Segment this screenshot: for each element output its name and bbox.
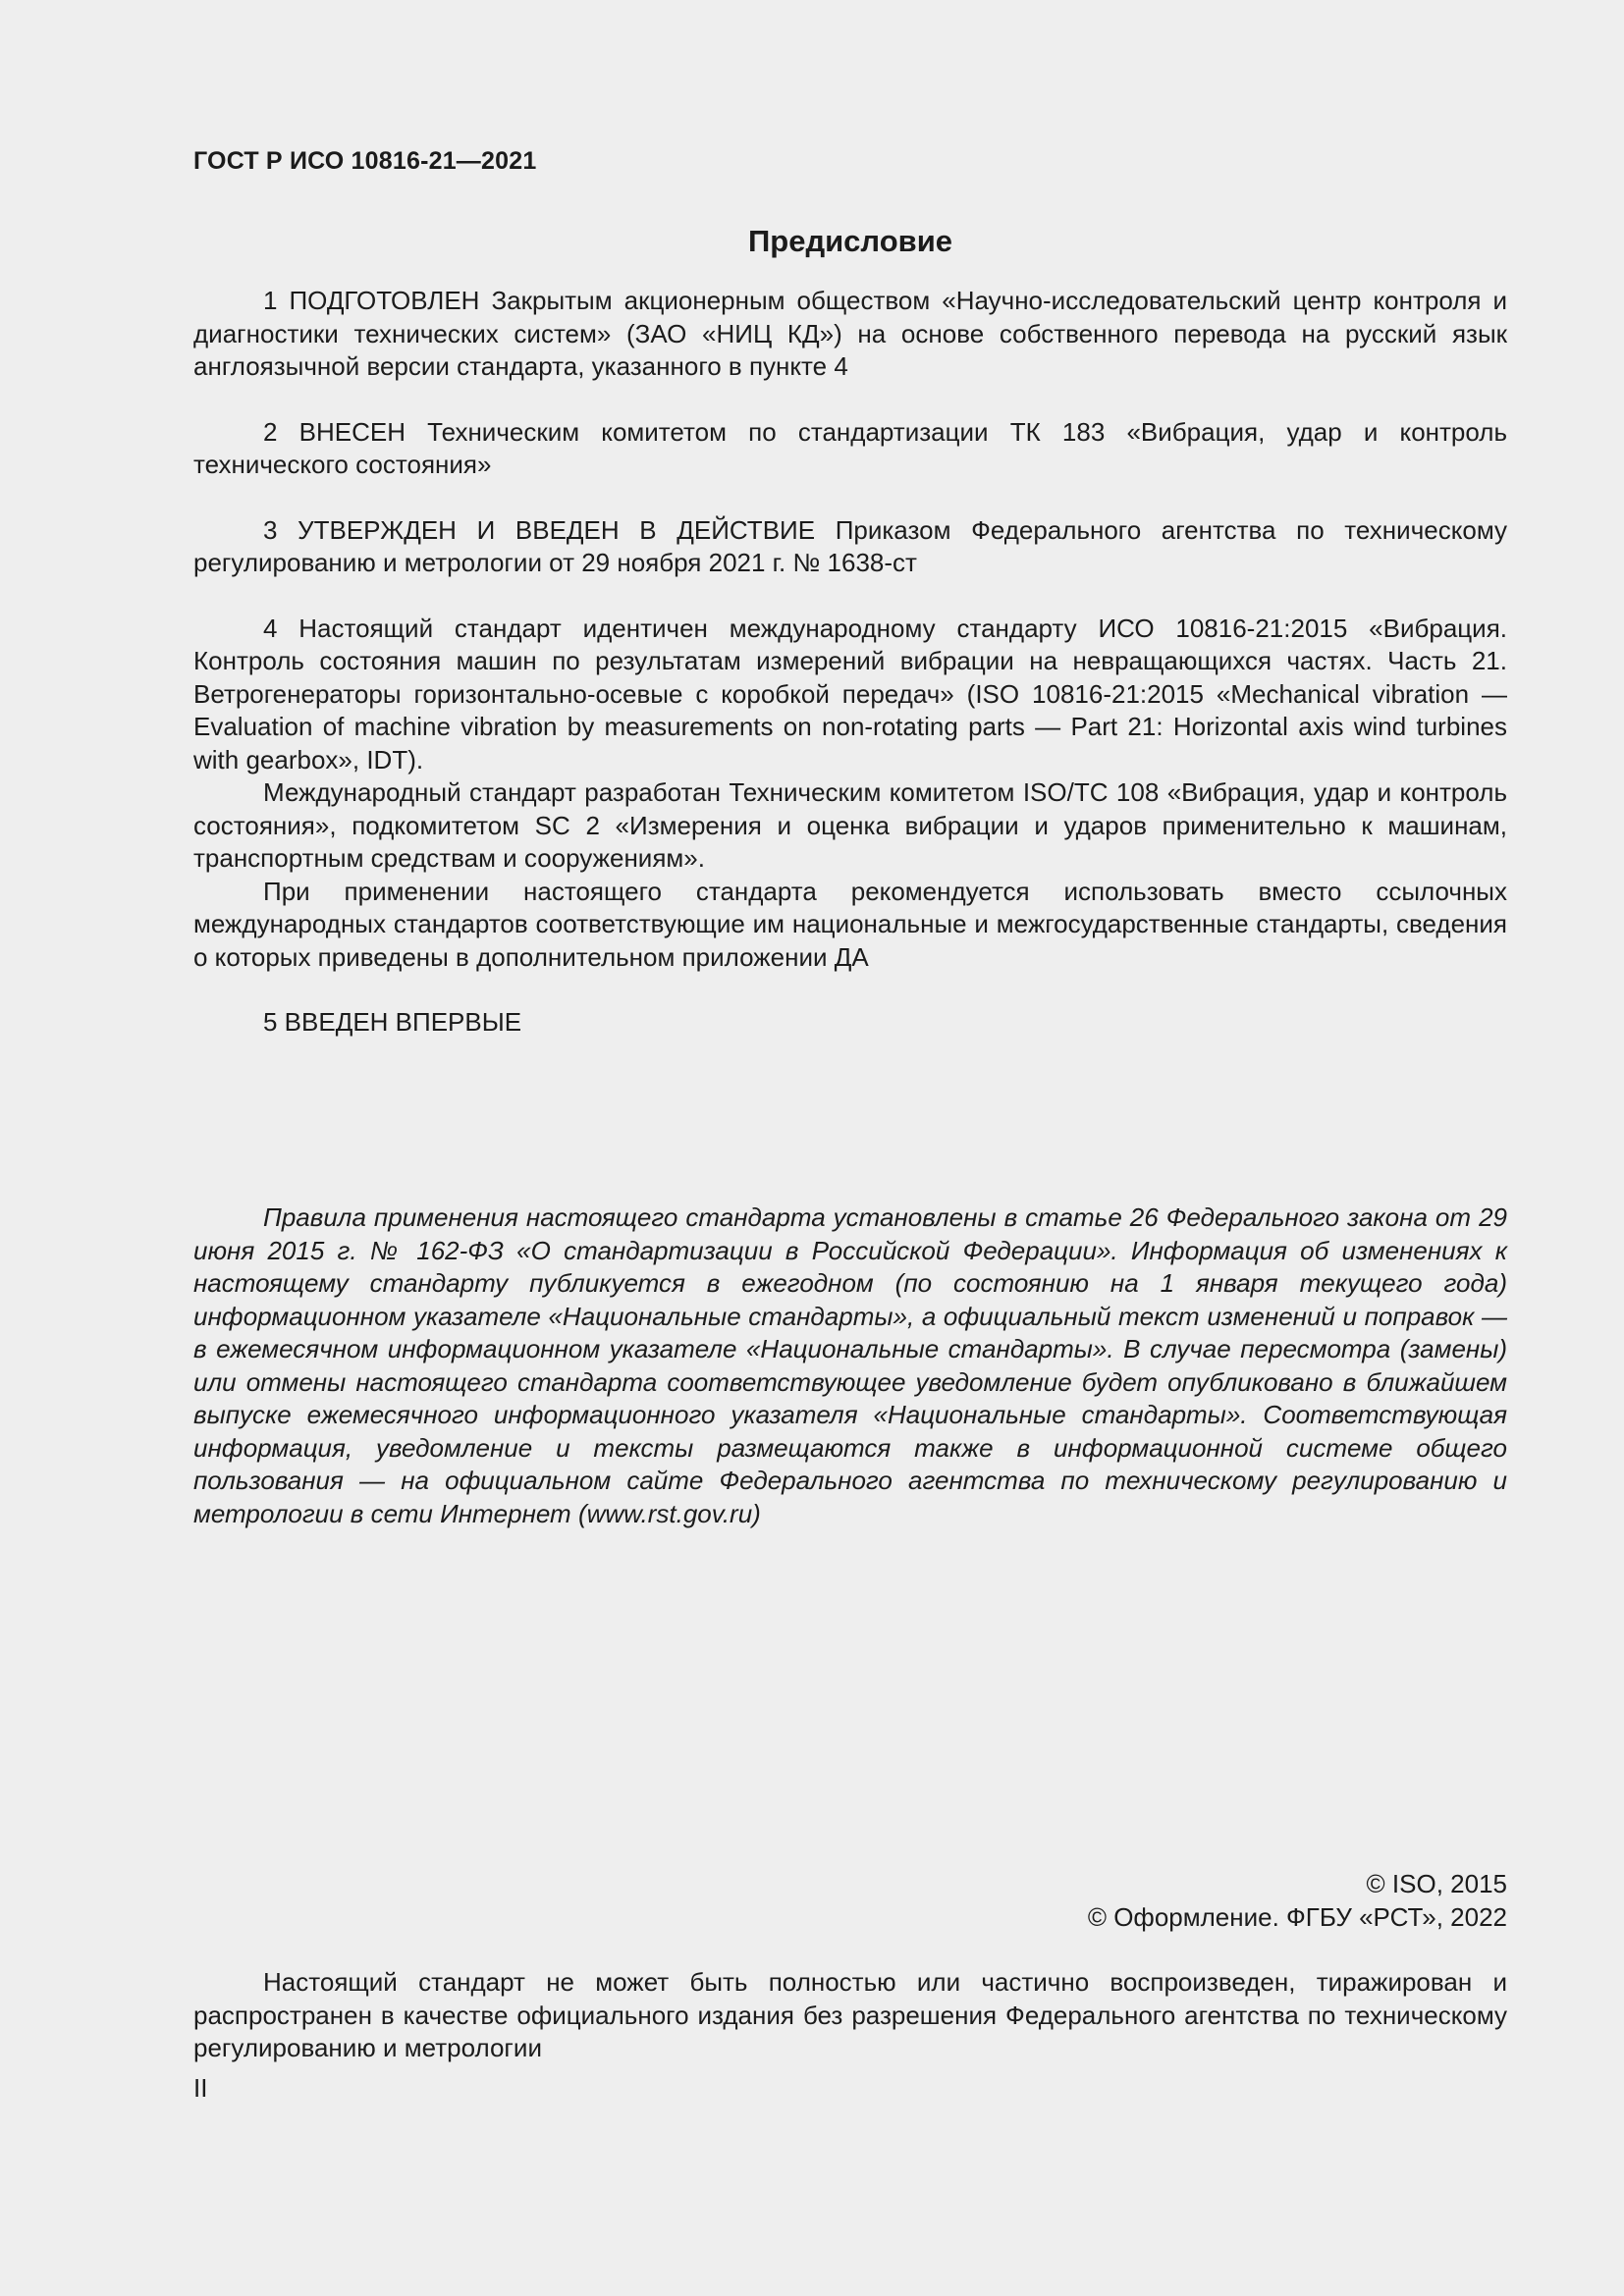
preface-item-3: 3 УТВЕРЖДЕН И ВВЕДЕН В ДЕЙСТВИЕ Приказом Федерального агентства по техническому регулированию и метрологии от 29 ноября 2021 г. № 1638-ст	[193, 514, 1507, 577]
preface-item-4: 4 Настоящий стандарт идентичен международному стандарту ИСО 10816-21:2015 «Вибрация. Контроль состояния машин по результатам измерений вибрации на невращающихся частях. Часть 21. Ветрогенераторы горизонтально-осевые с коробкой передач» (ISO 10816-21:2015 «Mechanical vibration — Evaluation of machine vibration by measurements on non-rotating parts — Part 21: Horizontal axis wind turbines with gearbox», IDT).	[193, 613, 1507, 774]
preface-item-1: 1 ПОДГОТОВЛЕН Закрытым акционерным обществом «Научно-исследовательский центр контроля и диагностики технических систем» (ЗАО «НИЦ КД») на основе собственного перевода на русский язык англоязычной версии стандарта, указанного в пункте 4	[193, 286, 1507, 381]
preface-item-5: 5 ВВЕДЕН ВПЕРВЫЕ	[263, 1007, 522, 1037]
reproduction-notice	[193, 1966, 1507, 2065]
document-code-header: ГОСТ Р ИСО 10816-21—2021	[193, 147, 537, 175]
preface-body	[193, 285, 1507, 1040]
copyright-design: © Оформление. ФГБУ «РСТ», 2022	[1087, 1901, 1507, 1932]
preface-item-2: 2 ВНЕСЕН Техническим комитетом по стандартизации ТК 183 «Вибрация, удар и контроль технического состояния»	[193, 416, 1507, 479]
copyright-block	[1088, 1868, 1507, 1934]
page-number: II	[193, 2073, 208, 2103]
page-title: Предисловие	[747, 224, 952, 258]
rules-notice	[193, 1201, 1507, 1530]
preface-item-4-application: При применении настоящего стандарта рекомендуется использовать вместо ссылочных международных стандартов соответствующие им национальные и межгосударственные стандарты, сведения о которых приведены в дополнительном приложении ДА	[193, 876, 1507, 972]
copyright-iso: © ISO, 2015	[1366, 1869, 1507, 1898]
rules-notice-text: Правила применения настоящего стандарта установлены в статье 26 Федерального закона от 29 июня 2015 г. № 162-ФЗ «О стандартизации в Российской Федерации». Информация об изменениях к настоящему стандарту публикуется в ежегодном (по состоянию на 1 января текущего года) информационном указателе «Национальные стандарты», а официальный текст изменений и поправок — в ежемесячном информационном указателе «Национальные стандарты». В случае пересмотра (замены) или отмены настоящего стандарта соответствующее уведомление будет опубликовано в ближайшем выпуске ежемесячного информационного указателя «Национальные стандарты». Соответствующая информация, уведомление и тексты размещаются также в информационной системе общего пользования — на официальном сайте Федерального агентства по техническому регулированию и метрологии в сети Интернет (www.rst.gov.ru)	[193, 1202, 1507, 1528]
preface-item-4-developer: Международный стандарт разработан Техническим комитетом ISO/TC 108 «Вибрация, удар и контроль состояния», подкомитетом SC 2 «Измерения и оценка вибрации и ударов применительно к машинам, транспортным средствам и сооружениям».	[193, 777, 1507, 873]
reproduction-notice-text: Настоящий стандарт не может быть полностью или частично воспроизведен, тиражирован и распространен в качестве официального издания без разрешения Федерального агентства по техническому регулированию и метрологии	[193, 1967, 1507, 2062]
